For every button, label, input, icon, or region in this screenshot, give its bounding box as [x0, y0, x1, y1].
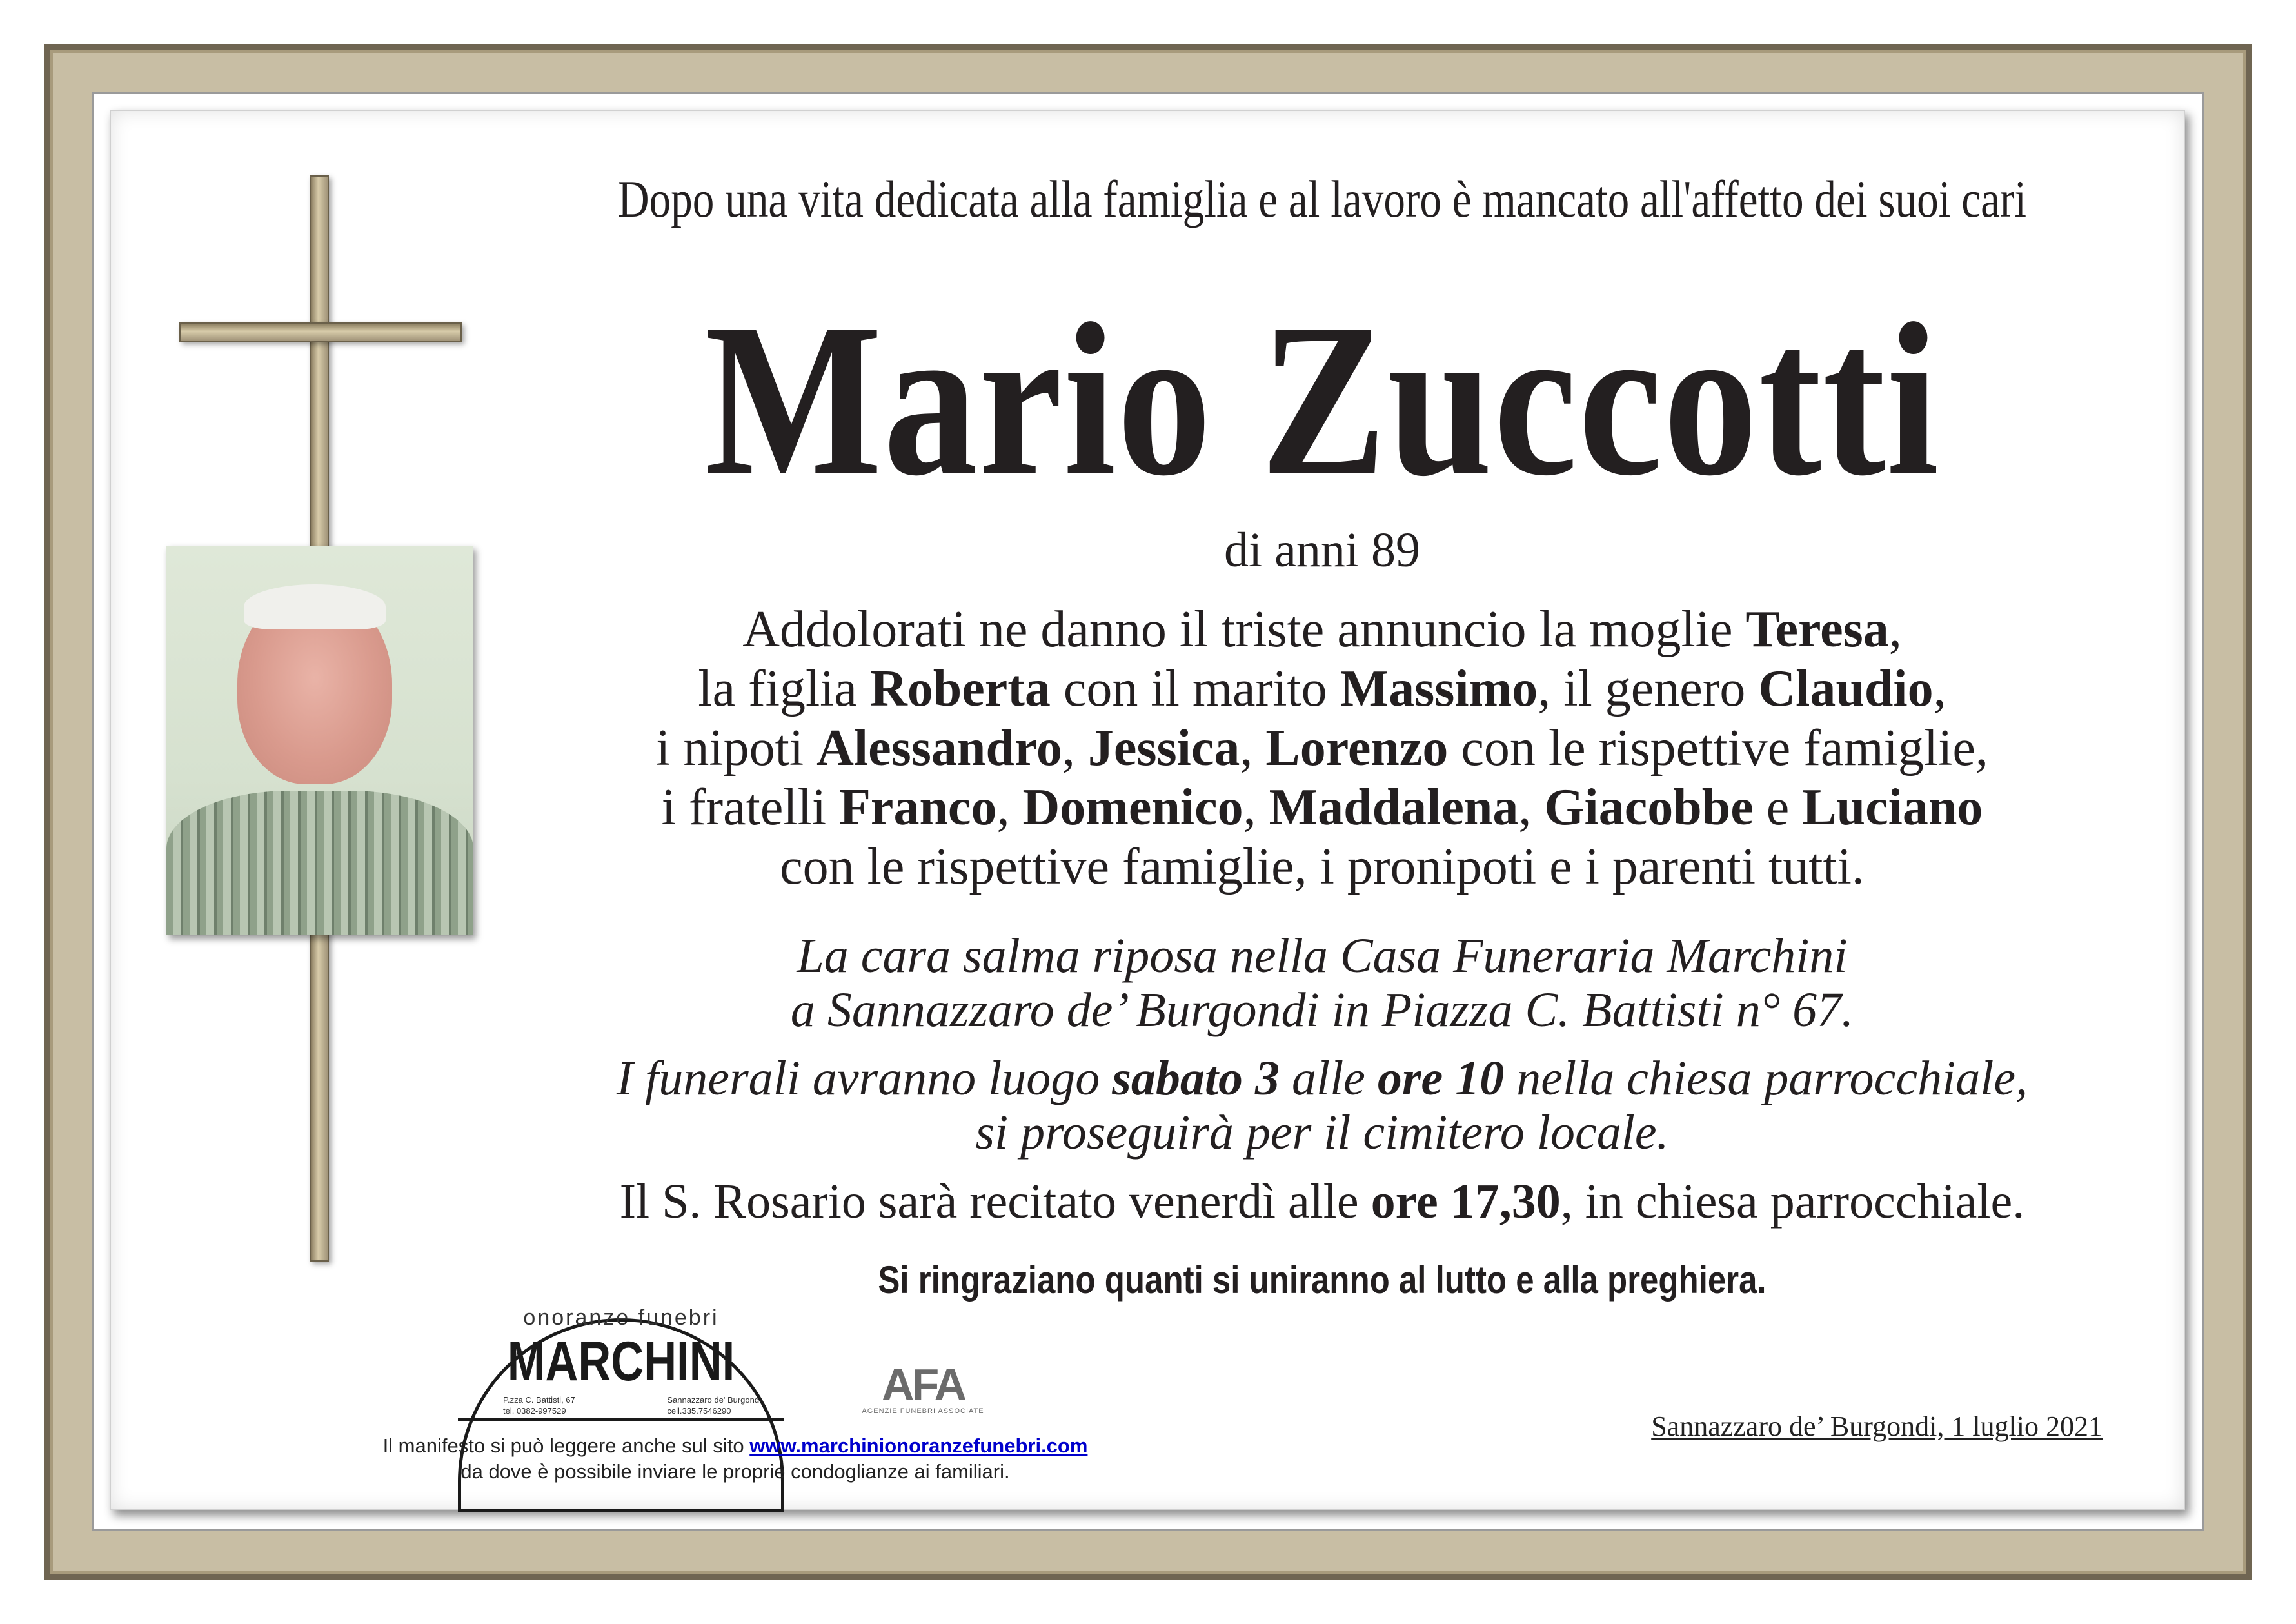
- logo-base: [458, 1418, 784, 1421]
- age-line: di anni 89: [1224, 523, 1420, 577]
- family-line: i nipoti Alessandro, Jessica, Lorenzo con le rispettive famiglie,: [656, 720, 1988, 777]
- funeral-line: si proseguirà per il cimitero locale.: [975, 1105, 1669, 1160]
- thanks-line: Si ringraziano quanti si uniranno al lutto e alla preghiera.: [878, 1258, 1767, 1302]
- funeral-line: I funerali avranno luogo sabato 3 alle ore 10 nella chiesa parrocchiale,: [616, 1051, 2028, 1105]
- family-line: la figlia Roberta con il marito Massimo, il genero Claudio,: [698, 660, 1946, 717]
- website-link[interactable]: www.marchinionoranzefunebri.com: [749, 1434, 1088, 1457]
- afa-caption: AGENZIE FUNEBRI ASSOCIATE: [862, 1407, 984, 1415]
- cross-arm: [179, 322, 462, 342]
- website-note: [310, 1433, 1161, 1485]
- family-announcement: [451, 600, 2193, 896]
- rosary-notice: Il S. Rosario sarà recitato venerdì alle ore 17,30, in chiesa parrocchiale.: [619, 1174, 2025, 1229]
- salma-notice: [451, 929, 2193, 1037]
- salma-line: a Sannazzaro de’ Burgondi in Piazza C. Battisti n° 67.: [790, 983, 1854, 1037]
- logo-tel: tel. 0382-997529: [503, 1406, 566, 1416]
- photo-shirt: [166, 791, 473, 935]
- intro-line: Dopo una vita dedicata alla famiglia e al lavoro è mancato all'affetto dei suoi cari: [617, 170, 2027, 228]
- logo-cell: cell.335.7546290: [667, 1406, 731, 1416]
- logo-brand: MARCHINI: [507, 1331, 735, 1392]
- website-note-line2: da dove è possibile inviare le proprie condoglianze ai familiari.: [460, 1460, 1010, 1483]
- logo-subtitle: onoranze funebri: [523, 1305, 719, 1330]
- photo-hair: [244, 584, 386, 629]
- deceased-photo: [166, 546, 473, 935]
- marchini-logo: [458, 1305, 787, 1421]
- logo-addr-town: Sannazzaro de' Burgondi: [667, 1395, 761, 1405]
- afa-mark: AFA: [882, 1360, 964, 1410]
- family-line: i fratelli Franco, Domenico, Maddalena, Giacobbe e Luciano: [661, 779, 1983, 836]
- website-note-text: Il manifesto si può leggere anche sul sito: [382, 1434, 750, 1457]
- family-line: Addolorati ne danno il triste annuncio la moglie Teresa,: [742, 601, 1902, 658]
- salma-line: La cara salma riposa nella Casa Funeraria Marchini: [797, 929, 1848, 983]
- logo-addr-street: P.zza C. Battisti, 67: [503, 1395, 575, 1405]
- logo-address: [503, 1394, 761, 1416]
- deceased-name: Mario Zuccotti: [704, 278, 1940, 521]
- funeral-notice: [451, 1051, 2193, 1160]
- afa-logo: [862, 1362, 984, 1420]
- family-line: con le rispettive famiglie, i pronipoti e i parenti tutti.: [780, 838, 1865, 895]
- place-date: Sannazzaro de’ Burgondi, 1 luglio 2021: [1651, 1411, 2103, 1442]
